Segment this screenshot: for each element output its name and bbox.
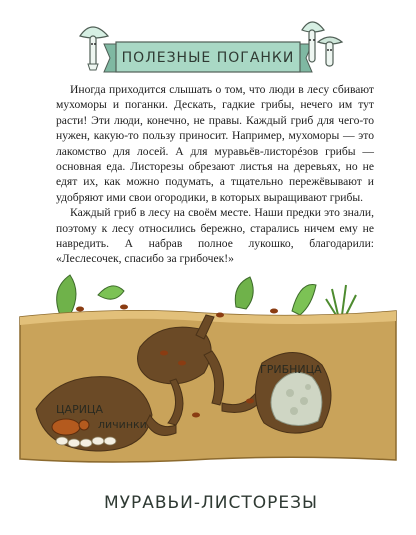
ant-colony-illustration <box>0 255 416 495</box>
body-text <box>56 82 374 267</box>
mushroom-garden-label: ГРИБНИЦА <box>260 363 322 376</box>
page-title: ПОЛЕЗНЫЕ ПОГАНКИ <box>121 50 295 66</box>
leaf-icon <box>57 275 316 315</box>
paragraph: Каждый гриб в лесу на своём месте. Наши предки это знали, поэтому к лесу относились бережно, старались ничем ему не навредить. А набрав полное лукошко, благодарили: «Леслесочек, спасибо за грибочек!» <box>56 206 374 266</box>
queen-label: ЦАРИЦА <box>56 403 103 416</box>
left-mushroom-icon <box>80 27 108 70</box>
larvae-label: личинки <box>98 418 147 431</box>
illustration-caption: МУРАВЬИ-ЛИСТОРЕЗЫ <box>103 493 319 513</box>
grass-icon <box>326 285 356 315</box>
paragraph: Иногда приходится слышать о том, что люди в лесу сбивают мухоморы и поганки. Дескать, гадкие грибы, нечего им тут расти! Эти люди, конечно, не правы. Каждый гриб для чего-то нужен, какую-то пользу приносит. Например, мухоморы — это лакомство для лосей. А для муравьёв-листорéзов грибы — основная еда. Листорезы обрезают листья на деревьях, но не едят их, как можно подумать, а тщательно пережёвывают и удобряют ими свои огородики, в которых выращивают грибы. <box>56 83 374 204</box>
header-illustration <box>0 0 416 90</box>
